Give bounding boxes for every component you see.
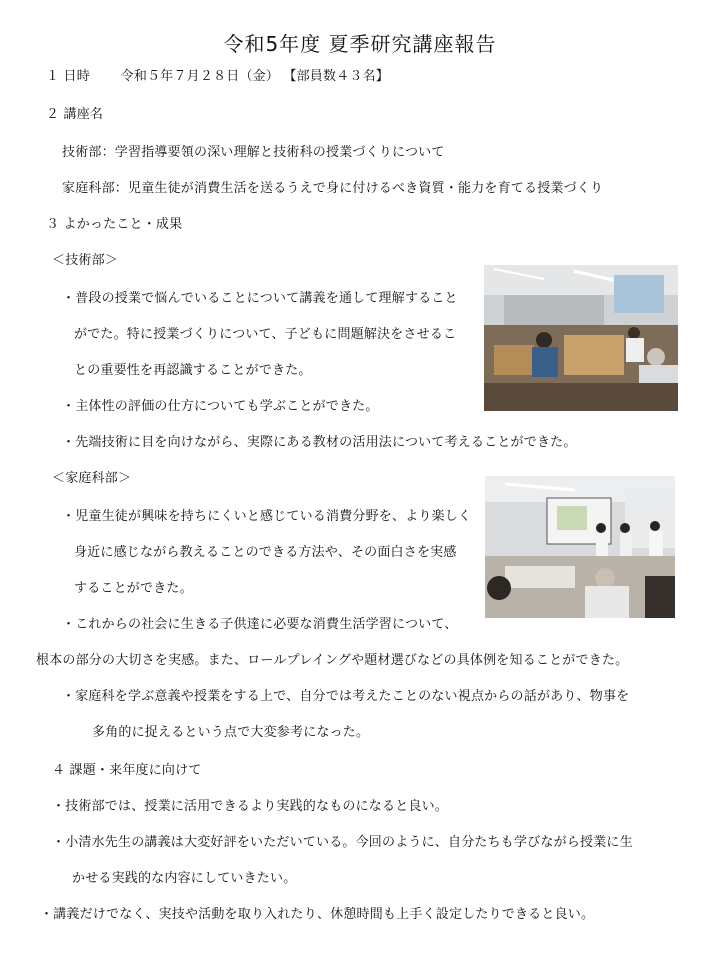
home-economics-photo <box>485 476 675 618</box>
home-item: することができた。 <box>74 581 193 596</box>
issues-item: ・講義だけでなく、実技や活動を取り入れたり、休憩時間も上手く設定したりできると良い。 <box>40 907 595 922</box>
home-item: ・児童生徒が興味を持ちにくいと感じている消費分野を、より楽しく <box>62 509 472 524</box>
home-item: 根本の部分の大切さを実感。また、ロールプレイングや題材選びなどの具体例を知ることができた。 <box>36 653 629 668</box>
course-tech: 技術部：学習指導要領の深い理解と技術科の授業づくりについて <box>62 145 445 160</box>
course-heading: ２ 講座名 <box>46 107 104 122</box>
tech-lecture-photo <box>484 265 678 411</box>
tech-item: ・先端技術に目を向けながら、実際にある教材の活用法について考えることができた。 <box>62 435 577 450</box>
course-home: 家庭科部：児童生徒が消費生活を送るうえで身に付けるべき資質・能力を育てる授業づくり <box>62 181 604 196</box>
date-line: １ 日時 令和５年７月２８日（金） 【部員数４３名】 <box>46 69 389 84</box>
tech-item: との重要性を再認識することができた。 <box>74 363 312 378</box>
home-item: 身近に感じながら教えることのできる方法や、その面白さを実感 <box>74 545 457 560</box>
home-item: ・これからの社会に生きる子供達に必要な消費生活学習について、 <box>62 617 458 632</box>
results-heading: ３ よかったこと・成果 <box>46 217 183 232</box>
issues-item: ・小清水先生の講義は大変好評をいただいている。今回のように、自分たちも学びながら授業に生 <box>52 835 633 850</box>
tech-item: がでた。特に授業づくりについて、子どもに問題解決をさせるこ <box>74 327 457 342</box>
tech-item: ・普段の授業で悩んでいることについて講義を通して理解すること <box>62 291 458 306</box>
home-item: 多角的に捉えるという点で大変参考になった。 <box>92 725 370 740</box>
page-title: 令和5年度 夏季研究講座報告 <box>223 32 497 56</box>
home-item: ・家庭科を学ぶ意義や授業をする上で、自分では考えたことのない視点からの話があり、物事を <box>62 689 630 704</box>
tech-heading: ＜技術部＞ <box>52 253 119 268</box>
issues-item: かせる実践的な内容にしていきたい。 <box>72 871 297 886</box>
issues-item: ・技術部では、授業に活用できるより実践的なものになると良い。 <box>52 799 449 814</box>
issues-heading: ４ 課題・来年度に向けて <box>52 763 202 778</box>
home-heading: ＜家庭科部＞ <box>52 471 132 486</box>
tech-item: ・主体性の評価の仕方についても学ぶことができた。 <box>62 399 379 414</box>
